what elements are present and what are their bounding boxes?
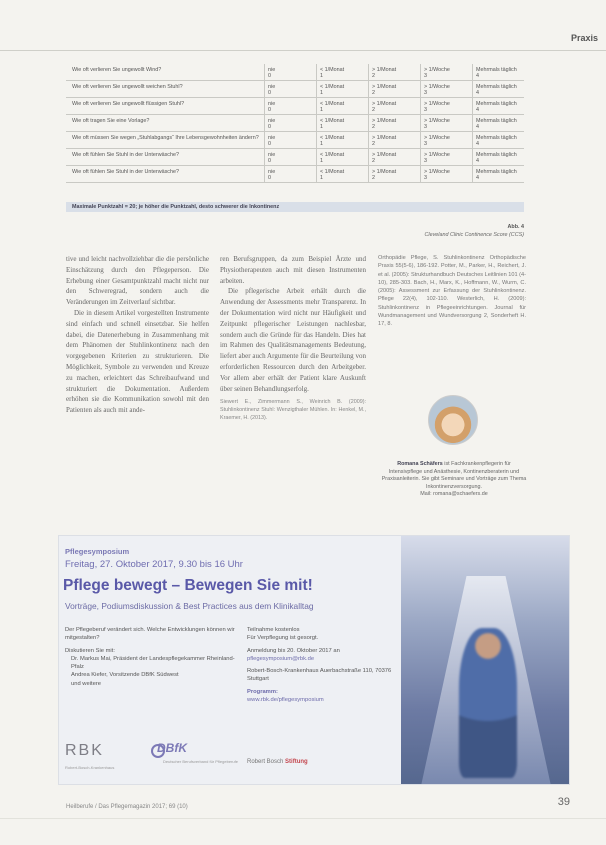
author-contact: Mail: romana@schaefers.de bbox=[420, 491, 488, 498]
table-cell: Mehrmals täglich 4 bbox=[472, 149, 524, 165]
references: Siewert E., Zimmermann S., Weinrich B. (2009): Stuhlinkontinenz Stuhl: Wenzigthaler Mühlen. In: Henkel, M., Kraemer, H. (2013). bbox=[220, 399, 366, 422]
table-cell: Mehrmals täglich 4 bbox=[472, 98, 524, 114]
ad-fee-detail: Für Verpflegung ist gesorgt. bbox=[247, 635, 319, 642]
rbk-logo-subtitle: Robert-Bosch-Krankenhaus bbox=[65, 765, 115, 770]
dbfk-logo: DBfK bbox=[157, 741, 187, 755]
table-cell: > 1/Woche 3 bbox=[420, 115, 472, 131]
table-cell: Mehrmals täglich 4 bbox=[472, 64, 524, 80]
ad-subtitle: Vorträge, Podiumsdiskussion & Best Practices aus dem Klinikalltag bbox=[65, 601, 314, 611]
ad-column-2 bbox=[247, 626, 397, 704]
bosch-logo-stiftung: Stiftung bbox=[285, 759, 308, 765]
ad-speakers-label: Diskutieren Sie mit: bbox=[65, 647, 115, 654]
table-row bbox=[66, 149, 524, 166]
ad-registration: Anmeldung bis 20. Oktober 2017 an bbox=[247, 647, 340, 654]
score-table bbox=[66, 64, 524, 183]
table-question: Wie oft fühlen Sie Stuhl in der Unterwäsche? bbox=[72, 152, 179, 158]
table-question: Wie oft verlieren Sie ungewollt Wind? bbox=[72, 67, 162, 73]
article-column-2 bbox=[220, 254, 366, 422]
table-row bbox=[66, 98, 524, 115]
article-paragraph: tive und leicht nachvollziehbar die die persönliche Einschätzung durch den Pflegeperson. Die Erhebung einer Gesamtpunktzahl macht nicht nur den Schweregrad, sondern auch die Veränderungen im Zeitverlauf sichtbar. bbox=[66, 255, 209, 307]
table-cell: > 1/Woche 3 bbox=[420, 132, 472, 148]
table-cell: < 1/Monat 1 bbox=[316, 81, 368, 97]
journal-footer: Heilberufe / Das Pflegemagazin 2017; 69 (10) bbox=[66, 804, 188, 810]
table-cell: > 1/Woche 3 bbox=[420, 166, 472, 182]
table-cell: Mehrmals täglich 4 bbox=[472, 132, 524, 148]
dbfk-logo-subtitle: Deutscher Berufsverband für Pflegeberufe bbox=[163, 759, 238, 764]
table-row bbox=[66, 115, 524, 132]
ad-title: Pflege bewegt – Bewegen Sie mit! bbox=[63, 577, 313, 594]
article-column-1 bbox=[66, 254, 209, 416]
author-box bbox=[380, 461, 528, 499]
article-paragraph: Die pflegerische Arbeit erhält durch die Anwendung der Assessments mehr Transparenz. In der Dokumentation wird nicht nur Häufigkeit und Zeitpunkt pflegerischer Leistungen nachlesbar, sondern auch die Gründe für das Handeln. Dies hat im Rahmen des Qualitätsmanagements Bedeutung, liefert aber auch Argumente für die Beurteilung von erforderlichen Ressourcen durch den Arbeitgeber. Vor allem aber erhält der Patient klare Auskunft über seinen Behandlungserfolg. bbox=[220, 287, 366, 393]
ad-date: Freitag, 27. Oktober 2017, 9.30 bis 16 Uhr bbox=[65, 559, 243, 570]
ad-speaker: und weitere bbox=[71, 680, 101, 687]
table-cell: nie 0 bbox=[264, 81, 316, 97]
table-cell: < 1/Monat 1 bbox=[316, 115, 368, 131]
ad-intro: Der Pflegeberuf verändert sich. Welche Entwicklungen können wir mitgestalten? bbox=[65, 627, 235, 642]
table-cell: > 1/Monat 2 bbox=[368, 115, 420, 131]
ad-program-label: Programm: bbox=[247, 688, 278, 695]
figure-label: Abb. 4 bbox=[507, 224, 524, 230]
table-cell: > 1/Woche 3 bbox=[420, 149, 472, 165]
bosch-logo-text: Robert Bosch bbox=[247, 759, 284, 765]
table-cell: > 1/Monat 2 bbox=[368, 149, 420, 165]
table-cell: > 1/Monat 2 bbox=[368, 64, 420, 80]
header-rule bbox=[0, 50, 606, 51]
page-number: 39 bbox=[557, 796, 570, 808]
table-cell: nie 0 bbox=[264, 64, 316, 80]
ad-program-link[interactable]: www.rbk.de/pflegesymposium bbox=[247, 697, 324, 704]
ad-photo bbox=[401, 536, 570, 785]
table-footer: Maximale Punktzahl = 20; je höher die Punktzahl, desto schwerer die Inkontinenz bbox=[66, 202, 524, 212]
table-cell: nie 0 bbox=[264, 98, 316, 114]
table-cell: Mehrmals täglich 4 bbox=[472, 166, 524, 182]
ad-speaker: Andrea Kiefer, Vorsitzende DBfK Südwest bbox=[71, 672, 179, 679]
ad-registration-email[interactable]: pflegesymposium@rbk.de bbox=[247, 655, 315, 662]
table-cell: > 1/Monat 2 bbox=[368, 166, 420, 182]
table-question: Wie oft verlieren Sie ungewollt weichen Stuhl? bbox=[72, 84, 183, 90]
table-cell: > 1/Woche 3 bbox=[420, 81, 472, 97]
article-paragraph: ren Berufsgruppen, da zum Beispiel Ärzte und Physiotherapeuten auch mit diesen Instrumenten arbeiten. bbox=[220, 255, 366, 285]
table-row bbox=[66, 132, 524, 149]
section-label: Praxis bbox=[570, 33, 598, 43]
table-row bbox=[66, 166, 524, 183]
article-paragraph: Die in diesem Artikel vorgestellten Instrumente sind einfach und schnell einsetzbar. Sie helfen dabei, die Datenerhebung in Zusammenhang mit dem Phänomen der Stuhlinkontinenz nach den vorgegebenen Kriterien zu strukturieren. Die Möglichkeit, Symbole zu verwenden und Kreuze zu machen, erleichtert das Schreibaufwand und strukturiert die Dokumentation. Außerdem erhöhen sie die Kommunikation sowohl mit den Patienten als auch mit ande- bbox=[66, 308, 209, 415]
ad-venue: Robert-Bosch-Krankenhaus Auerbachstraße 110, 70376 Stuttgart bbox=[247, 668, 392, 683]
table-question: Wie oft verlieren Sie ungewollt flüssigen Stuhl? bbox=[72, 101, 185, 107]
table-cell: > 1/Woche 3 bbox=[420, 98, 472, 114]
footer-rule bbox=[0, 818, 606, 819]
table-cell: nie 0 bbox=[264, 115, 316, 131]
table-cell: < 1/Monat 1 bbox=[316, 166, 368, 182]
author-name: Romana Schäfers bbox=[397, 461, 443, 467]
references-column bbox=[378, 254, 526, 329]
table-cell: Mehrmals täglich 4 bbox=[472, 115, 524, 131]
rbk-logo: RBK bbox=[65, 742, 104, 759]
author-portrait bbox=[428, 395, 478, 445]
bosch-stiftung-logo bbox=[247, 759, 308, 765]
ad-kicker: Pflegesymposium bbox=[65, 547, 130, 556]
advertisement bbox=[58, 535, 570, 785]
walking-nurse-image bbox=[459, 628, 517, 778]
table-question: Wie oft müssen Sie wegen „Stuhlabgangs“ Ihre Lebensgewohnheiten ändern? bbox=[72, 135, 259, 141]
table-row bbox=[66, 81, 524, 98]
ad-text-area bbox=[59, 536, 401, 784]
table-cell: > 1/Woche 3 bbox=[420, 64, 472, 80]
table-cell: < 1/Monat 1 bbox=[316, 64, 368, 80]
table-question: Wie oft fühlen Sie Stuhl in der Unterwäsche? bbox=[72, 169, 179, 175]
ad-fee-label: Teilnahme kostenlos bbox=[247, 627, 300, 633]
table-cell: nie 0 bbox=[264, 166, 316, 182]
table-cell: < 1/Monat 1 bbox=[316, 149, 368, 165]
references: Orthopädie Pflege, S. Stuhlinkontinenz Orthopädische Praxis 55(5-6), 186-192. Potter, M., Parker, H., Reichert, J. et al. (2005): Strukturhandbuch Deutsches Leitlinien 101 (4-10), 285-303. Bach, H., Marx, K., Hoffmann, W., Wurm, C. (2005): Assessment zur Erfassung der Stuhlinkontinenz. Pflege 22(4), 102-110. Westerlich, H. (2009): Stuhlinkontinenz in Pflegeeinrichtungen. Journal für Wundmanagement und Wundversorgung 2, Sonderheft H. 17, 8. bbox=[378, 255, 527, 328]
table-cell: nie 0 bbox=[264, 132, 316, 148]
table-cell: Mehrmals täglich 4 bbox=[472, 81, 524, 97]
table-cell: > 1/Monat 2 bbox=[368, 132, 420, 148]
table-cell: nie 0 bbox=[264, 149, 316, 165]
table-cell: < 1/Monat 1 bbox=[316, 132, 368, 148]
table-cell: > 1/Monat 2 bbox=[368, 81, 420, 97]
table-row bbox=[66, 64, 524, 81]
figure-source: Cleveland Clinic Continence Score (CCS) bbox=[424, 232, 524, 238]
ad-speaker: Dr. Markus Mai, Präsident der Landespflegekammer Rheinland-Pfalz bbox=[71, 655, 235, 671]
table-cell: > 1/Monat 2 bbox=[368, 98, 420, 114]
author-bio: ist Fachkrankenpflegerin für Intensivpflege und Anästhesie, Kontinenzberaterin und Praxisanleiterin. Sie gibt Seminare und Vorträge zum Thema Inkontinenzversorgung. bbox=[381, 461, 527, 490]
table-cell: < 1/Monat 1 bbox=[316, 98, 368, 114]
table-question: Wie oft tragen Sie eine Vorlage? bbox=[72, 118, 150, 124]
ad-column-1 bbox=[65, 626, 235, 688]
